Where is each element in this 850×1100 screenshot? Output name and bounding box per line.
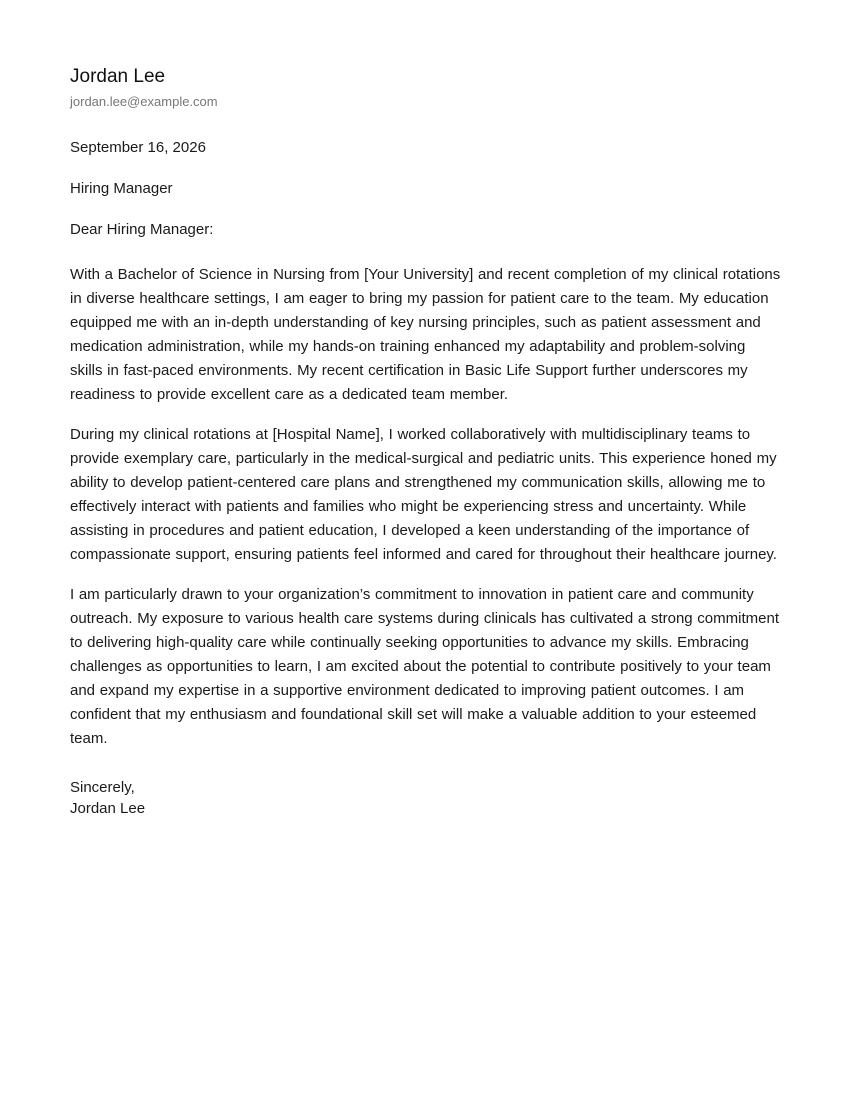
salutation: Dear Hiring Manager:: [70, 221, 214, 238]
sender-email: jordan.lee@example.com: [70, 94, 218, 109]
body-paragraph-3: I am particularly drawn to your organization’s commitment to innovation in patient care and community outreach. My exposure to various health care systems during clinicals has cultivated a strong commitment to delivering high-quality care while continually seeking opportunities to advance my skills. Embracing challenges as opportunities to learn, I am excited about the potential to contribute positively to your team and expand my expertise in a supportive environment dedicated to improving patient outcomes. I am confident that my enthusiasm and foundational skill set will make a valuable addition to your esteemed team.: [70, 586, 779, 747]
signature: Jordan Lee: [70, 800, 146, 817]
recipient: Hiring Manager: [70, 180, 173, 197]
body-paragraph-2: During my clinical rotations at [Hospital Name], I worked collaboratively with multidisciplinary teams to provide exemplary care, particularly in the medical-surgical and pediatric units. This experience honed my ability to develop patient-centered care plans and strengthened my communication skills, allowing me to effectively interact with patients and families who might be experiencing stress and uncertainty. While assisting in procedures and patient education, I developed a keen understanding of the importance of compassionate support, ensuring patients feel informed and cared for throughout their healthcare journey.: [70, 426, 777, 563]
closing: Sincerely,: [70, 779, 135, 796]
body-paragraph-1: With a Bachelor of Science in Nursing from [Your University] and recent completion of my clinical rotations in diverse healthcare settings, I am eager to bring my passion for patient care to the team. My education equipped me with an in-depth understanding of key nursing principles, such as patient assessment and medication administration, while my hands-on training enhanced my adaptability and problem-solving skills in fast-paced environments. My recent certification in Basic Life Support further underscores my readiness to provide excellent care as a dedicated team member.: [70, 266, 781, 403]
sender-name: Jordan Lee: [70, 66, 166, 87]
letter-date: September 16, 2026: [70, 139, 206, 156]
